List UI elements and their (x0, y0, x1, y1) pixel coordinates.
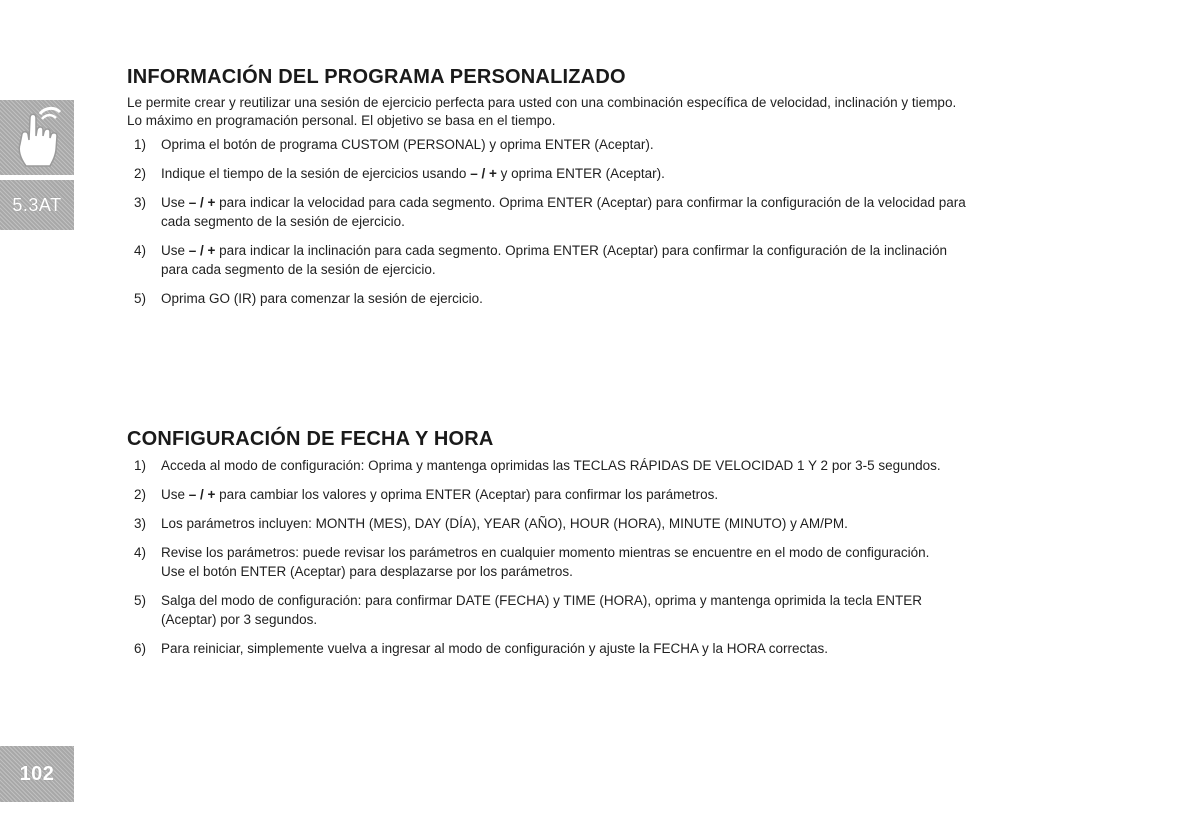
custom-program-section (127, 66, 1127, 318)
step-number: 3) (134, 516, 147, 531)
step-number: 2) (134, 166, 147, 181)
minus-plus-symbol: – / + (188, 195, 216, 210)
section-title-date-time: CONFIGURACIÓN DE FECHA Y HORA (127, 428, 494, 450)
minus-plus-symbol: – / + (188, 487, 216, 502)
step-text: Salga del modo de configuración: para confirmar DATE (FECHA) y TIME (HORA), oprima y mantenga oprimida la tecla ENTER (161, 593, 923, 608)
list-item (127, 289, 1127, 308)
date-time-section (127, 428, 1127, 668)
model-tab (0, 180, 74, 230)
step-text: para indicar la inclinación para cada segmento. Oprima ENTER (Aceptar) para confirmar la configuración de la inclinación (215, 243, 948, 258)
step-text: Oprima GO (IR) para comenzar la sesión de ejercicio. (161, 291, 483, 306)
step-text: Los parámetros incluyen: MONTH (MES), DAY (DÍA), YEAR (AÑO), HOUR (HORA), MINUTE (MINUTO) y AM/PM. (161, 516, 848, 531)
touch-program-tab (0, 100, 74, 175)
step-text-continuation: para cada segmento de la sesión de ejercicio. (161, 262, 436, 277)
step-number: 1) (134, 137, 147, 152)
step-text: Acceda al modo de configuración: Oprima y mantenga oprimidas las TECLAS RÁPIDAS DE VELOCIDAD 1 Y 2 por 3-5 segundos. (161, 458, 941, 473)
custom-program-steps (127, 135, 1127, 308)
step-text: y oprima ENTER (Aceptar). (496, 166, 665, 181)
step-number: 4) (134, 545, 147, 560)
step-text: Indique el tiempo de la sesión de ejercicios usando (161, 166, 471, 181)
section-title-custom-program: INFORMACIÓN DEL PROGRAMA PERSONALIZADO (127, 66, 626, 88)
step-text: Para reiniciar, simplemente vuelva a ingresar al modo de configuración y ajuste la FECHA y la HORA correctas. (161, 641, 829, 656)
list-item (127, 456, 1127, 475)
list-item (127, 639, 1127, 658)
step-text-continuation: Use el botón ENTER (Aceptar) para desplazarse por los parámetros. (161, 564, 573, 579)
step-number: 3) (134, 195, 147, 210)
hand-pointer-icon (6, 104, 68, 170)
step-number: 5) (134, 291, 147, 306)
list-item (127, 591, 1127, 629)
step-number: 5) (134, 593, 147, 608)
step-text-continuation: cada segmento de la sesión de ejercicio. (161, 214, 405, 229)
list-item (127, 164, 1127, 183)
model-label: 5.3AT (12, 194, 62, 215)
step-text: Revise los parámetros: puede revisar los parámetros en cualquier momento mientras se encuentre en el modo de configuración. (161, 545, 930, 560)
step-text: Use (161, 487, 189, 502)
intro-line: Le permite crear y reutilizar una sesión de ejercicio perfecta para usted con una combinación específica de velocidad, inclinación y tiempo. (127, 95, 957, 110)
step-text: para cambiar los valores y oprima ENTER (Aceptar) para confirmar los parámetros. (215, 487, 719, 502)
intro-line: Lo máximo en programación personal. El objetivo se basa en el tiempo. (127, 113, 556, 128)
step-number: 6) (134, 641, 147, 656)
step-number: 4) (134, 243, 147, 258)
step-text: Use (161, 195, 189, 210)
step-text: Use (161, 243, 189, 258)
page-number-tab (0, 746, 74, 802)
step-text-continuation: (Aceptar) por 3 segundos. (161, 612, 318, 627)
step-text: para indicar la velocidad para cada segmento. Oprima ENTER (Aceptar) para confirmar la configuración de la velocidad para (215, 195, 966, 210)
list-item (127, 241, 1127, 279)
list-item (127, 485, 1127, 504)
date-time-steps (127, 456, 1127, 658)
list-item (127, 135, 1127, 154)
intro-paragraph (127, 94, 1127, 130)
list-item (127, 514, 1127, 533)
step-text: Oprima el botón de programa CUSTOM (PERSONAL) y oprima ENTER (Aceptar). (161, 137, 654, 152)
step-number: 2) (134, 487, 147, 502)
page-number: 102 (19, 762, 55, 785)
list-item (127, 543, 1127, 581)
step-number: 1) (134, 458, 147, 473)
minus-plus-symbol: – / + (470, 166, 497, 181)
list-item (127, 193, 1127, 231)
minus-plus-symbol: – / + (188, 243, 216, 258)
